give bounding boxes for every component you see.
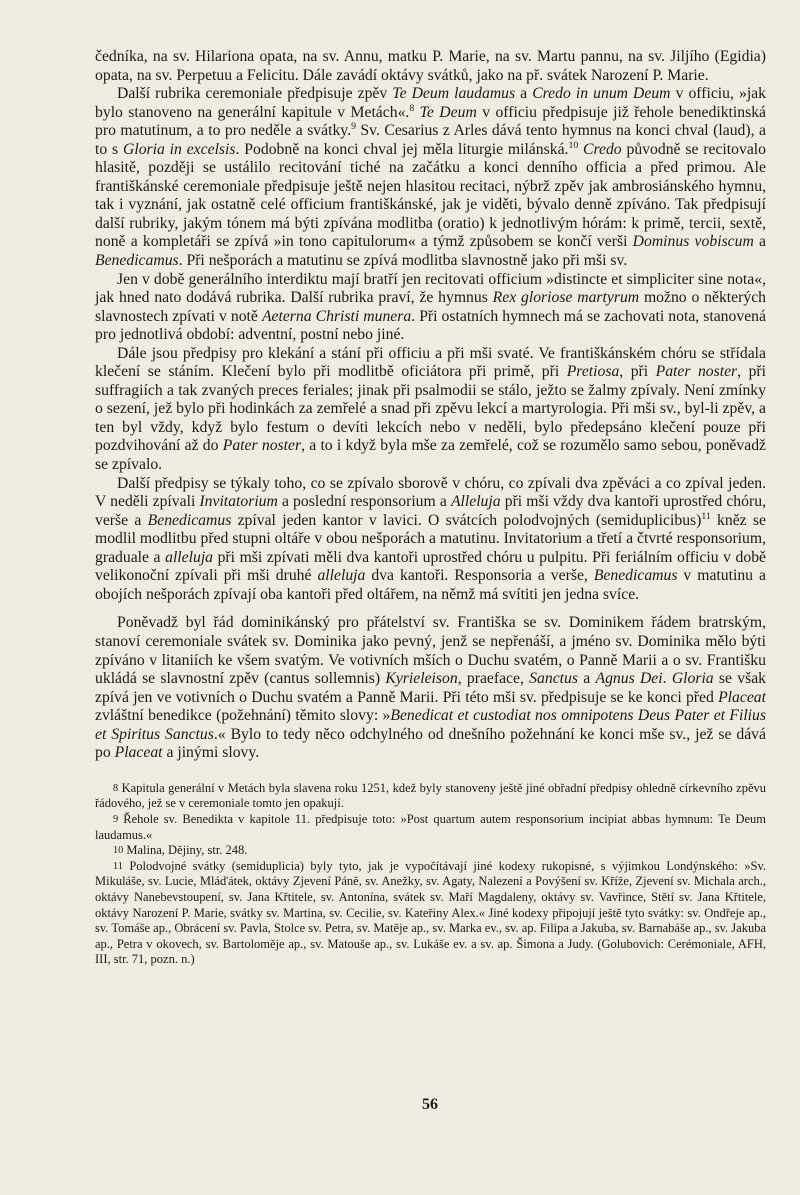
footnote-number: 11 (113, 860, 123, 872)
paragraph: Další rubrika ceremoniale předpisuje zpěv Te Deum laudamus a Credo in unum Deum v officiu, »jak bylo stanoveno na generální kapitule v Metách«.$^8$ Te Deum v officiu předpisuje již řehole benediktinská pro matutinum, a to pro neděle a svátky.$^9$ Sv. Cesarius z Arles dává tento hymnus na konci chval (laud), a to s Gloria in excelsis. Podobně na konci chval jej měla liturgie milánská.$^{10}$ Credo původně se recitovalo hlasitě, později se ustálilo recitování tiché na začátku a konci denního officia a před primou. Ale františkánské ceremoniale předpisuje ještě nejen hlasitou recitaci, nýbrž zpěv jak ambrosiánského hymnu, tak i vyznání, jak ostatně celé officium františkánské, jak je viděti, bývalo denně zpíváno. Tak předpisují další rubriky, jakým tónem má býti zpívána modlitba (oratio) k jednotlivým hórám: k primě, tercii, sextě, noně a kompletáři se zpívá »in tono capitulorum« a týmž způsobem se končí verši Dominus vobiscum a Benedicamus. Při nešporách a matutinu se zpívá modlitba slavnostně jako při mši sv. (95, 85, 767, 270)
paragraph: Dále jsou předpisy pro klekání a stání při officiu a při mši svaté. Ve františkánském chóru se střídala klečení se stáním. Klečení bylo při modlitbě oficiátora při primě, při Pretiosa, při Pater noster, při suffragiích a tak zvaných preces feriales; jinak při psalmodii se stálo, ježto se žalmy zpívaly. Není zmínky o sezení, jež bylo při hodinkách za zemřelé a snad při zpěvu lekcí a martyrologia. Při mši sv., byl-li zpěv, a ten byl vždy, když bylo festum o devíti lekcích nebo v neděli, bylo předepsáno klečení pouze při pozdvihování až do Pater noster, a to i když byla mše za zemřelé, což se rozumělo samo sebou, poněvadž se zpívalo. (95, 344, 767, 474)
paragraph: Poněvadž byl řád dominikánský pro přátelství sv. Františka se sv. Dominikem řádem bratrským, stanoví ceremoniale svátek sv. Dominika jako pevný, jenž se nepřenáší, a jméno sv. Dominika mělo býti zpíváno v litaniích ke všem svatým. Ve votivních mších o Duchu svatém, o Panně Marii a o sv. Františku ukládá se slavnostní zpěv (cantus sollemnis) Kyrieleison, praeface, Sanctus a Agnus Dei. Gloria se však zpívá jen ve votivních o Duchu svatém a Panně Marii. Při této mši sv. předpisuje se ke konci před Placeat zvláštní benedikce (požehnání) těmito slovy: »Benedicat et custodiat nos omnipotens Deus Pater et Filius et Spiritus Sanctus.« Bylo to tedy něco odchylného od dnešního požehnání ke konci mše sv., jež se dává po Placeat a jinými slovy. (95, 614, 767, 762)
footnote (95, 781, 766, 812)
footnote (95, 859, 766, 968)
footnotes (95, 781, 766, 968)
footnote-text: Malina, Dějiny, str. 248. (126, 843, 248, 858)
paragraph: čedníka, na sv. Hilariona opata, na sv. Annu, matku P. Marie, na sv. Martu pannu, na sv. Jiljího (Egidia) opata, na sv. Perpetuu a Felicitu. Dále zavádí oktávy svátků, jako na př. svátek Narození P. Marie. (95, 48, 766, 84)
footnote (95, 812, 766, 843)
footnote-number: 10 (113, 845, 124, 857)
footnote-number: 8 (113, 782, 119, 794)
paragraph: Jen v době generálního interdiktu mají bratří jen recitovati officium »distincte et simpliciter sine nota«, jak hned nato dodává rubrika. Další rubrika praví, že hymnus Rex gloriose martyrum možno o některých slavnostech zpívati v notě Aeterna Christi munera. Při ostatních hymnech má se zachovati nota, stanovená pro jednotlivá období: adventní, postní nebo jiné. (95, 270, 766, 344)
main-text (95, 48, 766, 763)
footnote-number: 9 (113, 813, 119, 825)
paragraph: Další předpisy se týkaly toho, co se zpívalo sborově v chóru, co zpívali dva zpěváci a co zpíval jeden. V neděli zpívali Invitatorium a poslední responsorium a Alleluja při mši vždy dva kantoři uprostřed chóru, verše a Benedicamus zpíval jeden kantor v lavici. O svátcích polodvojných (semiduplicibus)$^{11}$ kněz se modlil modlitbu před stupni oltáře v obou nešporách a matutinu. Invitatorium a třetí a čtvrté responsorium, graduale a alleluja při mši zpívati měli dva kantoři uprostřed chóru u pulpitu. Při feriálním officiu v době velikonoční zpívali při mši druhé alleluja dva kantoři. Responsoria a verše, Benedicamus v matutinu a obojích nešporách zpívají oba kantoři před oltářem, na němž má svítiti jen jedna svíce. (95, 474, 767, 603)
footnote-text: Řehole sv. Benedikta v kapitole 11. předpisuje toto: »Post quartum autem responsorium incipiat abbas hymnum: Te Deum laudamus.« (95, 811, 767, 842)
footnote-text: Polodvojné svátky (semiduplicia) byly tyto, jak je vypočítávají jiné kodexy rukopisné, s výjimkou Londýnského: »Sv. Mikuláše, sv. Lucie, Mláďátek, oktávy Zjevení Páně, sv. Anežky, sv. Agaty, Nalezení a Povýšení sv. Kříže, Zjevení sv. Michala arch., oktávy Nanebevstoupení, sv. Jana Křtitele, sv. Antonína, svátek sv. Maří Magdaleny, oktávy sv. Vavřince, Stětí sv. Jana Křtitele, oktávy Narození P. Marie, svátky sv. Martina, sv. Cecilie, sv. Kateřiny Alex.« Jiné kodexy připojují ještě tyto svátky: sv. Ondřeje ap., sv. Tomáše ap., Obrácení sv. Pavla, Stolce sv. Petra, sv. Matěje ap., sv. Marka ev., sv. ap. Filipa a Jakuba, sv. Barnabáše ap., sv. Jakuba ap., Petra v okovech, sv. Bartoloměje ap., sv. Matouše ap., sv. Lukáše ev. a sv. ap. Šimona a Judy. (Golubovich: Cerémoniale, AFH, III, str. 71, pozn. n.) (95, 858, 767, 967)
footnote-text: Kapitula generální v Metách byla slavena roku 1251, kdež byly stanoveny ještě jiné obřadní předpisy ohledně církevního zpěvu řádového, jež se v ceremoniale tomto jen opakují. (95, 780, 767, 811)
footnote (95, 843, 766, 859)
page-number: 56 (422, 1096, 438, 1113)
